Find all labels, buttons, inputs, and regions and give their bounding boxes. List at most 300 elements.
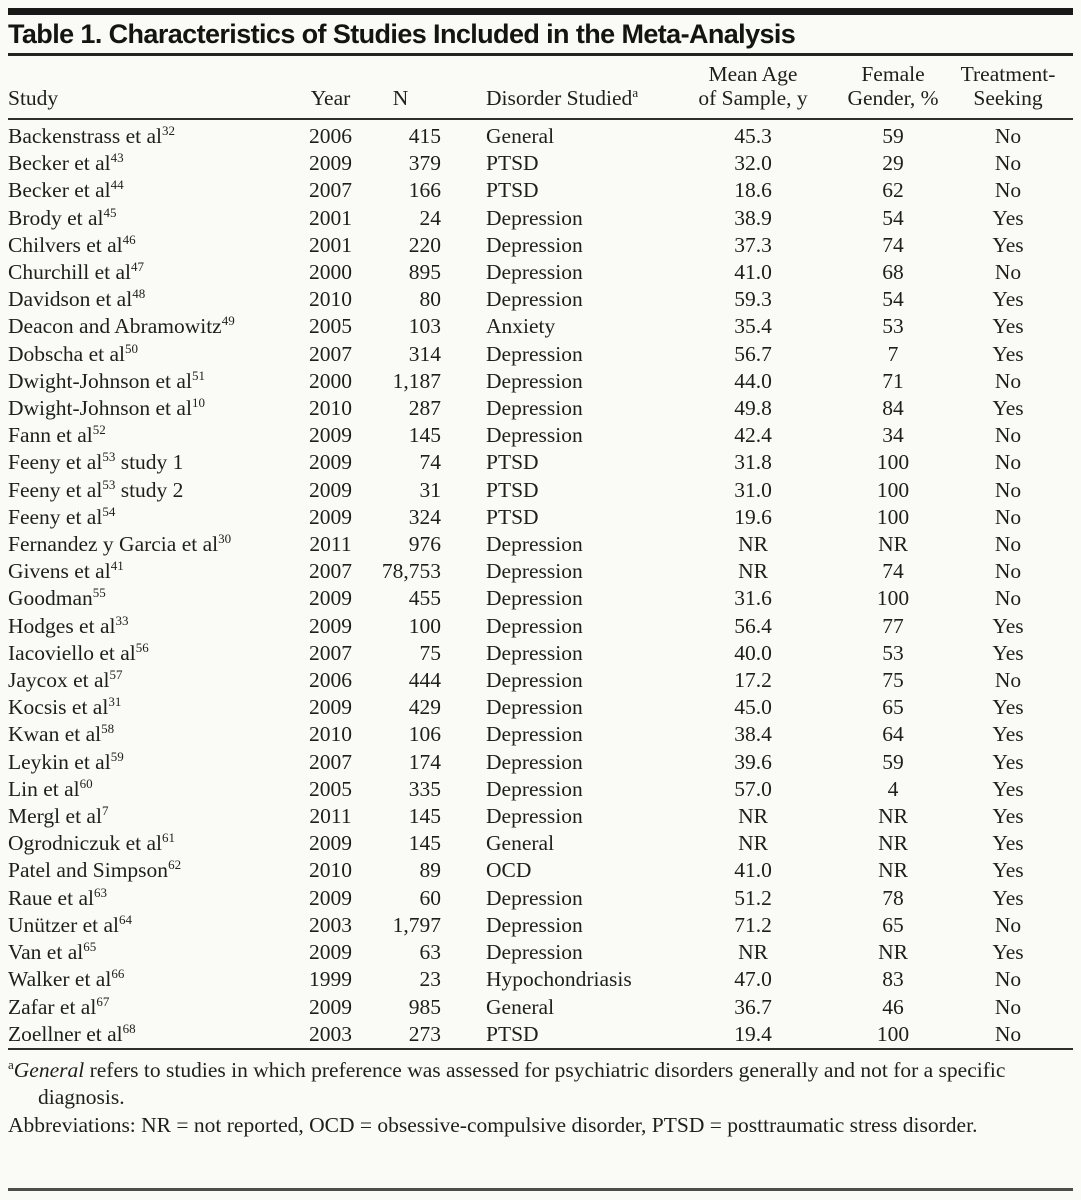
table-row [8, 205, 1073, 232]
reference-superscript: 59 [110, 748, 124, 764]
cell-year: 2009 [309, 940, 352, 965]
cell-female: 100 [876, 586, 910, 611]
cell-female: 84 [882, 396, 904, 421]
cell-seeking: No [994, 912, 1022, 937]
cell-age: 56.4 [734, 613, 772, 638]
cell-age: 49.8 [734, 396, 772, 421]
table-row [8, 1021, 1073, 1049]
cell-n: 89 [419, 858, 441, 883]
cell-disorder: Depression [486, 668, 583, 693]
cell-female: 71 [882, 368, 904, 393]
cell-seeking: Yes [992, 885, 1024, 910]
cell-seeking: No [994, 504, 1022, 529]
cell-disorder: PTSD [486, 504, 539, 529]
cell-age: 36.7 [734, 994, 772, 1019]
cell-n: 166 [408, 178, 441, 203]
cell-disorder: Depression [486, 341, 583, 366]
cell-disorder: Depression [486, 532, 583, 557]
cell-study: Becker et $al^{44}$ [8, 177, 124, 203]
cell-age: 71.2 [734, 912, 772, 937]
column-header-female: Female Gender, % [843, 56, 943, 119]
cell-study: Deacon and Abramowitz$^{49}$ [8, 313, 235, 339]
cell-n: 415 [408, 124, 441, 148]
cell-age: 19.4 [734, 1021, 772, 1046]
reference-superscript: 66 [111, 966, 125, 982]
cell-n: 379 [408, 151, 441, 176]
cell-year: 2009 [309, 423, 352, 448]
reference-superscript: 7 [101, 803, 109, 819]
cell-year: 2011 [309, 804, 352, 829]
table-row [8, 422, 1073, 449]
cell-age: 57.0 [734, 776, 772, 801]
cell-year: 2007 [309, 559, 352, 584]
table-row [8, 966, 1073, 993]
cell-age: 39.6 [734, 749, 772, 774]
cell-disorder: PTSD [486, 1021, 539, 1046]
column-header-age: Mean Age of Sample, y [663, 56, 843, 119]
cell-female: 65 [882, 695, 904, 720]
cell-age: 37.3 [734, 232, 772, 257]
cell-age: 35.4 [734, 314, 772, 339]
cell-disorder: Depression [486, 722, 583, 747]
reference-superscript: 33 [115, 612, 129, 628]
cell-disorder: PTSD [486, 151, 539, 176]
cell-study: Iacoviello et $al^{56}$ [8, 639, 149, 665]
cell-female: 34 [882, 423, 904, 448]
cell-year: 2010 [309, 287, 352, 312]
cell-disorder: Depression [486, 287, 583, 312]
cell-disorder: PTSD [486, 477, 539, 502]
table-row [8, 776, 1073, 803]
cell-n: 74 [419, 450, 441, 475]
reference-superscript: 67 [96, 993, 110, 1009]
cell-n: 145 [408, 423, 441, 448]
cell-seeking: Yes [992, 722, 1024, 747]
reference-superscript: 65 [83, 939, 97, 955]
cell-year: 2009 [309, 885, 352, 910]
cell-year: 2009 [309, 613, 352, 638]
cell-female: 83 [882, 967, 904, 992]
cell-age: 18.6 [734, 178, 772, 203]
cell-age: 31.0 [734, 477, 772, 502]
cell-female: NR [878, 532, 908, 557]
header-row [8, 56, 1073, 119]
cell-female: 74 [882, 559, 904, 584]
cell-n: 145 [408, 831, 441, 856]
cell-disorder: PTSD [486, 450, 539, 475]
table-row [8, 803, 1073, 830]
reference-superscript: 53 [102, 449, 116, 465]
cell-n: 75 [419, 640, 441, 665]
cell-female: 54 [882, 205, 904, 230]
reference-superscript: 58 [101, 721, 115, 737]
cell-seeking: No [994, 450, 1022, 475]
column-header-seeking: Treatment- Seeking [943, 56, 1073, 119]
cell-female: 59 [882, 749, 904, 774]
cell-seeking: Yes [992, 776, 1024, 801]
cell-study: Givens et $al^{41}$ [8, 558, 124, 584]
cell-n: 145 [408, 804, 441, 829]
cell-study: Mergl et $al^7$ [8, 803, 109, 829]
table-row [8, 313, 1073, 340]
column-header-year: Year [303, 56, 358, 119]
cell-seeking: No [994, 423, 1022, 448]
cell-year: 2009 [309, 450, 352, 475]
cell-year: 2009 [309, 477, 352, 502]
cell-age: 45.3 [734, 124, 772, 148]
cell-study: Goodman$^{55}$ [8, 585, 106, 611]
cell-study: Fernandez y Garcia et $al^{30}$ [8, 531, 232, 557]
cell-disorder: Anxiety [486, 314, 556, 339]
cell-age: 19.6 [734, 504, 772, 529]
cell-seeking: No [994, 967, 1022, 992]
reference-superscript: 45 [103, 204, 117, 220]
reference-superscript: 32 [162, 123, 176, 138]
table-row [8, 477, 1073, 504]
cell-female: 100 [876, 1021, 910, 1046]
cell-study: Hodges et $al^{33}$ [8, 612, 129, 638]
cell-age: NR [738, 940, 768, 965]
cell-age: NR [738, 804, 768, 829]
table-row [8, 119, 1073, 150]
cell-study: Raue et $al^{63}$ [8, 884, 107, 910]
cell-age: 40.0 [734, 640, 772, 665]
reference-superscript: 46 [122, 231, 136, 247]
cell-disorder: Depression [486, 640, 583, 665]
cell-age: 47.0 [734, 967, 772, 992]
cell-age: 44.0 [734, 368, 772, 393]
cell-disorder: General [486, 124, 555, 148]
table-body [8, 119, 1073, 1049]
cell-age: 38.9 [734, 205, 772, 230]
table-row [8, 994, 1073, 1021]
cell-female: NR [878, 831, 908, 856]
cell-n: 314 [408, 341, 441, 366]
table-row [8, 613, 1073, 640]
cell-age: NR [738, 831, 768, 856]
cell-n: 78,753 [381, 559, 441, 584]
cell-year: 2001 [309, 205, 352, 230]
reference-superscript: 30 [218, 531, 232, 547]
cell-seeking: No [994, 260, 1022, 285]
cell-n: 174 [408, 749, 441, 774]
cell-year: 2011 [309, 532, 352, 557]
cell-disorder: Depression [486, 586, 583, 611]
cell-study: Feeny et $al^{53}$ study 1 [8, 449, 184, 475]
table-row [8, 504, 1073, 531]
cell-seeking: No [994, 477, 1022, 502]
cell-n: 60 [419, 885, 441, 910]
cell-year: 2000 [309, 368, 352, 393]
table-row [8, 150, 1073, 177]
cell-n: 985 [408, 994, 441, 1019]
cell-seeking: No [994, 559, 1022, 584]
cell-study: Chilvers et $al^{46}$ [8, 231, 136, 257]
cell-female: 29 [882, 151, 904, 176]
cell-female: 46 [882, 994, 904, 1019]
cell-female: 53 [882, 314, 904, 339]
table-row [8, 259, 1073, 286]
cell-disorder: Hypochondriasis [486, 967, 632, 992]
cell-year: 2009 [309, 831, 352, 856]
cell-disorder: Depression [486, 804, 583, 829]
cell-seeking: Yes [992, 858, 1024, 883]
cell-n: 895 [408, 260, 441, 285]
studies-table [8, 56, 1073, 1050]
cell-female: 7 [887, 341, 899, 366]
cell-seeking: Yes [992, 287, 1024, 312]
cell-year: 2009 [309, 695, 352, 720]
top-rule [8, 8, 1073, 15]
cell-disorder: Depression [486, 232, 583, 257]
cell-n: 273 [408, 1021, 441, 1046]
reference-superscript: 31 [108, 694, 122, 710]
cell-seeking: No [994, 586, 1022, 611]
reference-superscript: 49 [221, 313, 235, 329]
reference-superscript: 48 [132, 286, 146, 302]
cell-female: 100 [876, 504, 910, 529]
reference-superscript: 56 [135, 639, 149, 655]
table-row [8, 640, 1073, 667]
cell-n: 976 [408, 532, 441, 557]
cell-year: 2007 [309, 341, 352, 366]
reference-superscript: 60 [79, 775, 93, 791]
reference-superscript: 50 [125, 340, 139, 356]
bottom-rule [8, 1188, 1073, 1191]
cell-study: Kocsis et $al^{31}$ [8, 694, 122, 720]
table-row [8, 449, 1073, 476]
cell-disorder: Depression [486, 260, 583, 285]
cell-female: 59 [882, 124, 904, 148]
reference-superscript: 57 [109, 667, 123, 683]
footnote-general [8, 1057, 1073, 1112]
cell-study: Kwan et $al^{58}$ [8, 721, 115, 747]
cell-age: 38.4 [734, 722, 772, 747]
cell-year: 2007 [309, 749, 352, 774]
cell-n: 335 [408, 776, 441, 801]
cell-year: 2009 [309, 151, 352, 176]
cell-study: Becker et $al^{43}$ [8, 150, 124, 176]
cell-year: 2009 [309, 586, 352, 611]
cell-study: Walker et $al^{66}$ [8, 966, 125, 992]
reference-superscript: 55 [92, 585, 106, 601]
cell-seeking: Yes [992, 613, 1024, 638]
cell-female: 64 [882, 722, 904, 747]
cell-disorder: General [486, 831, 555, 856]
cell-disorder: OCD [486, 858, 532, 883]
reference-superscript: 43 [110, 150, 124, 166]
table-row [8, 232, 1073, 259]
cell-year: 2006 [309, 668, 352, 693]
cell-female: 75 [882, 668, 904, 693]
cell-disorder: Depression [486, 912, 583, 937]
cell-seeking: Yes [992, 940, 1024, 965]
cell-n: 455 [408, 586, 441, 611]
cell-study: Davidson et $al^{48}$ [8, 286, 146, 312]
footnote-marker: a [8, 1056, 14, 1072]
cell-year: 2009 [309, 994, 352, 1019]
cell-n: 1,187 [392, 368, 441, 393]
table-title: Table 1. Characteristics of Studies Included in the Meta-Analysis [8, 19, 796, 49]
cell-female: 4 [887, 776, 899, 801]
footnote-general-term: General [13, 1057, 85, 1082]
table-row [8, 749, 1073, 776]
reference-superscript: 51 [191, 367, 205, 383]
reference-superscript: 52 [92, 422, 106, 438]
cell-age: 51.2 [734, 885, 772, 910]
cell-age: NR [738, 559, 768, 584]
reference-superscript: 10 [191, 395, 205, 411]
cell-study: Churchill et $al^{47}$ [8, 259, 144, 285]
cell-study: Backenstrass et $al^{32}$ [8, 123, 176, 148]
cell-seeking: No [994, 124, 1022, 148]
footnote-general-text: refers to studies in which preference was assessed for psychiatric disorders generally and not for a specific diagnosis. [38, 1057, 1006, 1110]
cell-seeking: Yes [992, 640, 1024, 665]
cell-female: 62 [882, 178, 904, 203]
cell-n: 106 [408, 722, 441, 747]
cell-seeking: Yes [992, 695, 1024, 720]
cell-female: 78 [882, 885, 904, 910]
cell-study: Unützer et $al^{64}$ [8, 911, 133, 937]
cell-seeking: No [994, 178, 1022, 203]
cell-n: 80 [419, 287, 441, 312]
cell-disorder: Depression [486, 423, 583, 448]
cell-year: 2001 [309, 232, 352, 257]
cell-disorder: Depression [486, 396, 583, 421]
cell-disorder: Depression [486, 368, 583, 393]
table-row [8, 667, 1073, 694]
cell-seeking: Yes [992, 205, 1024, 230]
reference-superscript: 63 [93, 884, 107, 900]
cell-seeking: Yes [992, 804, 1024, 829]
cell-female: 53 [882, 640, 904, 665]
cell-age: 45.0 [734, 695, 772, 720]
cell-seeking: Yes [992, 232, 1024, 257]
cell-study: Dwight-Johnson et $al^{51}$ [8, 367, 205, 393]
reference-superscript: 68 [122, 1020, 136, 1036]
cell-female: 65 [882, 912, 904, 937]
cell-year: 2009 [309, 504, 352, 529]
reference-superscript: 62 [168, 857, 182, 873]
cell-seeking: Yes [992, 341, 1024, 366]
cell-year: 2003 [309, 1021, 352, 1046]
cell-study: Feeny et $al^{54}$ [8, 503, 116, 529]
column-header-disorder: Disorder Studied$^a$ [443, 56, 663, 119]
cell-year: 2007 [309, 178, 352, 203]
cell-n: 324 [408, 504, 441, 529]
table-row [8, 912, 1073, 939]
cell-study: Patel and Simpson$^{62}$ [8, 857, 182, 883]
cell-study: Leykin et $al^{59}$ [8, 748, 124, 774]
reference-superscript: 61 [162, 830, 176, 846]
footnotes [8, 1050, 1073, 1140]
cell-year: 2010 [309, 396, 352, 421]
header-footnote-marker: a [632, 85, 639, 100]
cell-n: 100 [408, 613, 441, 638]
cell-seeking: No [994, 368, 1022, 393]
cell-n: 444 [408, 668, 441, 693]
cell-age: 31.6 [734, 586, 772, 611]
cell-n: 63 [419, 940, 441, 965]
cell-female: 68 [882, 260, 904, 285]
cell-year: 2003 [309, 912, 352, 937]
cell-seeking: No [994, 994, 1022, 1019]
cell-seeking: No [994, 151, 1022, 176]
cell-seeking: Yes [992, 396, 1024, 421]
table-row [8, 558, 1073, 585]
cell-age: NR [738, 532, 768, 557]
reference-superscript: 64 [119, 911, 133, 927]
cell-study: Fann et $al^{52}$ [8, 422, 106, 448]
cell-study: Dobscha et $al^{50}$ [8, 340, 139, 366]
cell-female: 100 [876, 477, 910, 502]
cell-female: NR [878, 804, 908, 829]
cell-year: 2000 [309, 260, 352, 285]
cell-age: 41.0 [734, 260, 772, 285]
cell-disorder: Depression [486, 885, 583, 910]
cell-n: 23 [419, 967, 441, 992]
cell-study: Zoellner et $al^{68}$ [8, 1020, 136, 1046]
column-header-study: Study [8, 56, 303, 119]
cell-n: 103 [408, 314, 441, 339]
reference-superscript: 47 [131, 259, 144, 275]
cell-age: 17.2 [734, 668, 772, 693]
cell-year: 2010 [309, 858, 352, 883]
reference-superscript: 54 [102, 503, 116, 519]
cell-seeking: No [994, 1021, 1022, 1046]
cell-age: 42.4 [734, 423, 772, 448]
column-header-n: N [358, 56, 443, 119]
cell-female: 74 [882, 232, 904, 257]
table-row [8, 885, 1073, 912]
cell-disorder: Depression [486, 749, 583, 774]
cell-female: NR [878, 858, 908, 883]
cell-age: 31.8 [734, 450, 772, 475]
table-row [8, 585, 1073, 612]
cell-seeking: No [994, 532, 1022, 557]
cell-disorder: General [486, 994, 555, 1019]
cell-n: 287 [408, 396, 441, 421]
cell-disorder: Depression [486, 613, 583, 638]
cell-n: 1,797 [392, 912, 441, 937]
cell-seeking: Yes [992, 831, 1024, 856]
cell-n: 24 [419, 205, 441, 230]
cell-study: Feeny et $al^{53}$ study 2 [8, 476, 184, 502]
footnote-abbreviations: Abbreviations: NR = not reported, OCD = obsessive-compulsive disorder, PTSD = posttraumatic stress disorder. [8, 1112, 978, 1137]
cell-year: 2010 [309, 722, 352, 747]
cell-age: 56.7 [734, 341, 772, 366]
cell-year: 2005 [309, 314, 352, 339]
cell-disorder: Depression [486, 776, 583, 801]
cell-study: Dwight-Johnson et $al^{10}$ [8, 395, 205, 421]
cell-study: Ogrodniczuk et $al^{61}$ [8, 830, 176, 856]
cell-female: 100 [876, 450, 910, 475]
cell-female: 54 [882, 287, 904, 312]
cell-disorder: Depression [486, 205, 583, 230]
cell-study: Zafar et $al^{67}$ [8, 993, 110, 1019]
table-row [8, 721, 1073, 748]
cell-age: 41.0 [734, 858, 772, 883]
table-row [8, 939, 1073, 966]
table-row [8, 341, 1073, 368]
table-row [8, 286, 1073, 313]
cell-n: 429 [408, 695, 441, 720]
table-row [8, 368, 1073, 395]
cell-study: Brody et $al^{45}$ [8, 204, 117, 230]
cell-year: 2006 [309, 124, 352, 148]
cell-female: NR [878, 940, 908, 965]
table-row [8, 531, 1073, 558]
